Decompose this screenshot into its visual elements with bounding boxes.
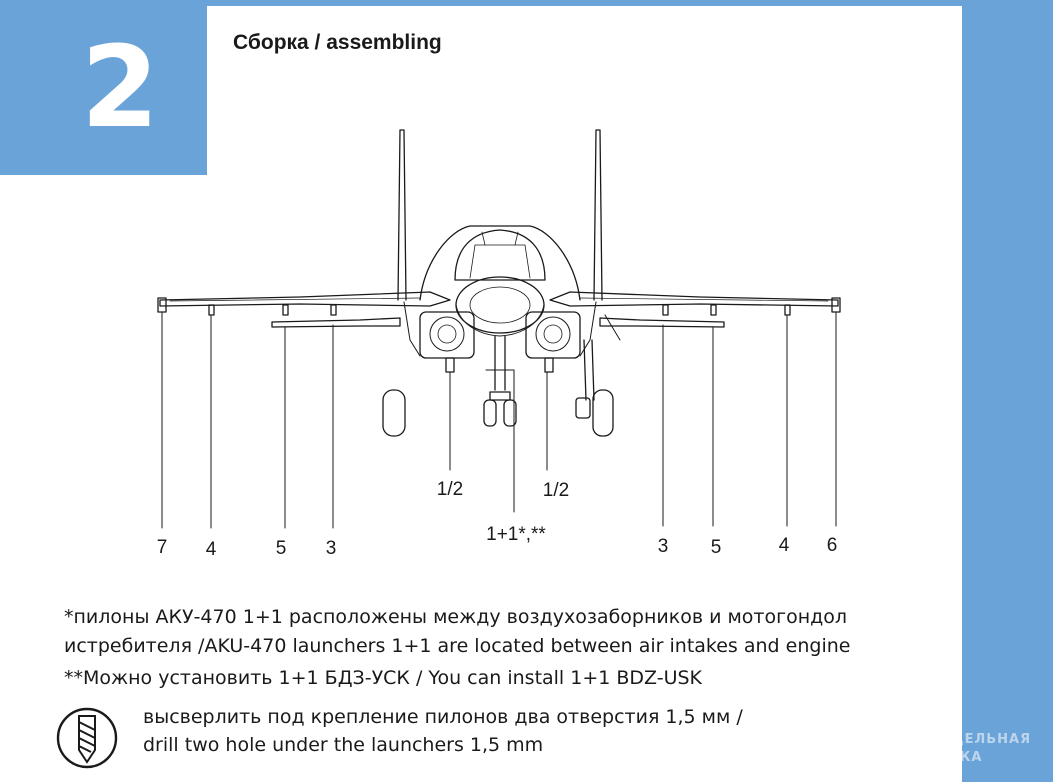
side-accent-band: [962, 0, 1053, 782]
step-number: 2: [81, 23, 159, 153]
drill-bit-icon: [55, 706, 119, 770]
watermark-logo: [884, 726, 1044, 782]
right-tailplane: [600, 318, 724, 327]
left-tailplane: [272, 318, 400, 327]
callout-center: 1+1*,**: [486, 524, 546, 545]
watermark-brush-icon: [884, 730, 920, 770]
main-gear-strut: [584, 340, 594, 400]
nose-wheel-left: [484, 400, 496, 426]
main-wheel-right: [593, 390, 613, 436]
watermark-line-1: МОДЕЛЬНАЯ: [926, 732, 1032, 747]
note-line-1: *пилоны АКУ-470 1+1 расположены между воздухозаборников и мотогондол: [64, 606, 848, 628]
nose-radome: [456, 277, 544, 333]
callout-half-left: 1/2: [436, 479, 464, 500]
canopy-outline: [420, 226, 580, 300]
right-fin: [594, 130, 602, 300]
step-title: Сборка / assembling: [233, 31, 442, 54]
drill-instruction-line-1: высверлить под крепление пилонов два отверстия 1,5 мм /: [143, 706, 743, 728]
cockpit-canopy: [455, 230, 545, 280]
callout-6-right: 6: [826, 535, 838, 556]
note-line-3: **Можно установить 1+1 БДЗ-УСК / You can install 1+1 BDZ-USK: [64, 667, 703, 689]
right-wing: [550, 292, 838, 306]
callout-7-left: 7: [156, 537, 168, 558]
note-line-2: истребителя /AKU-470 launchers 1+1 are located between air intakes and engine: [64, 635, 851, 657]
right-intake-pylon: [545, 358, 553, 372]
callout-5-left: 5: [275, 538, 287, 559]
left-fin: [398, 130, 406, 300]
watermark-line-2: ЛАВКА: [926, 750, 983, 765]
left-intake-pylon: [446, 358, 454, 372]
callout-4-left: 4: [205, 539, 217, 560]
callout-3-right: 3: [657, 536, 669, 557]
left-store: [383, 390, 405, 436]
callout-4-right: 4: [778, 535, 790, 556]
callout-5-right: 5: [710, 537, 722, 558]
callout-3-left: 3: [325, 538, 337, 559]
callout-half-right: 1/2: [542, 480, 570, 501]
drill-instruction-line-2: drill two hole under the launchers 1,5 mm: [143, 734, 544, 756]
nose-gear-strut: [495, 336, 505, 390]
